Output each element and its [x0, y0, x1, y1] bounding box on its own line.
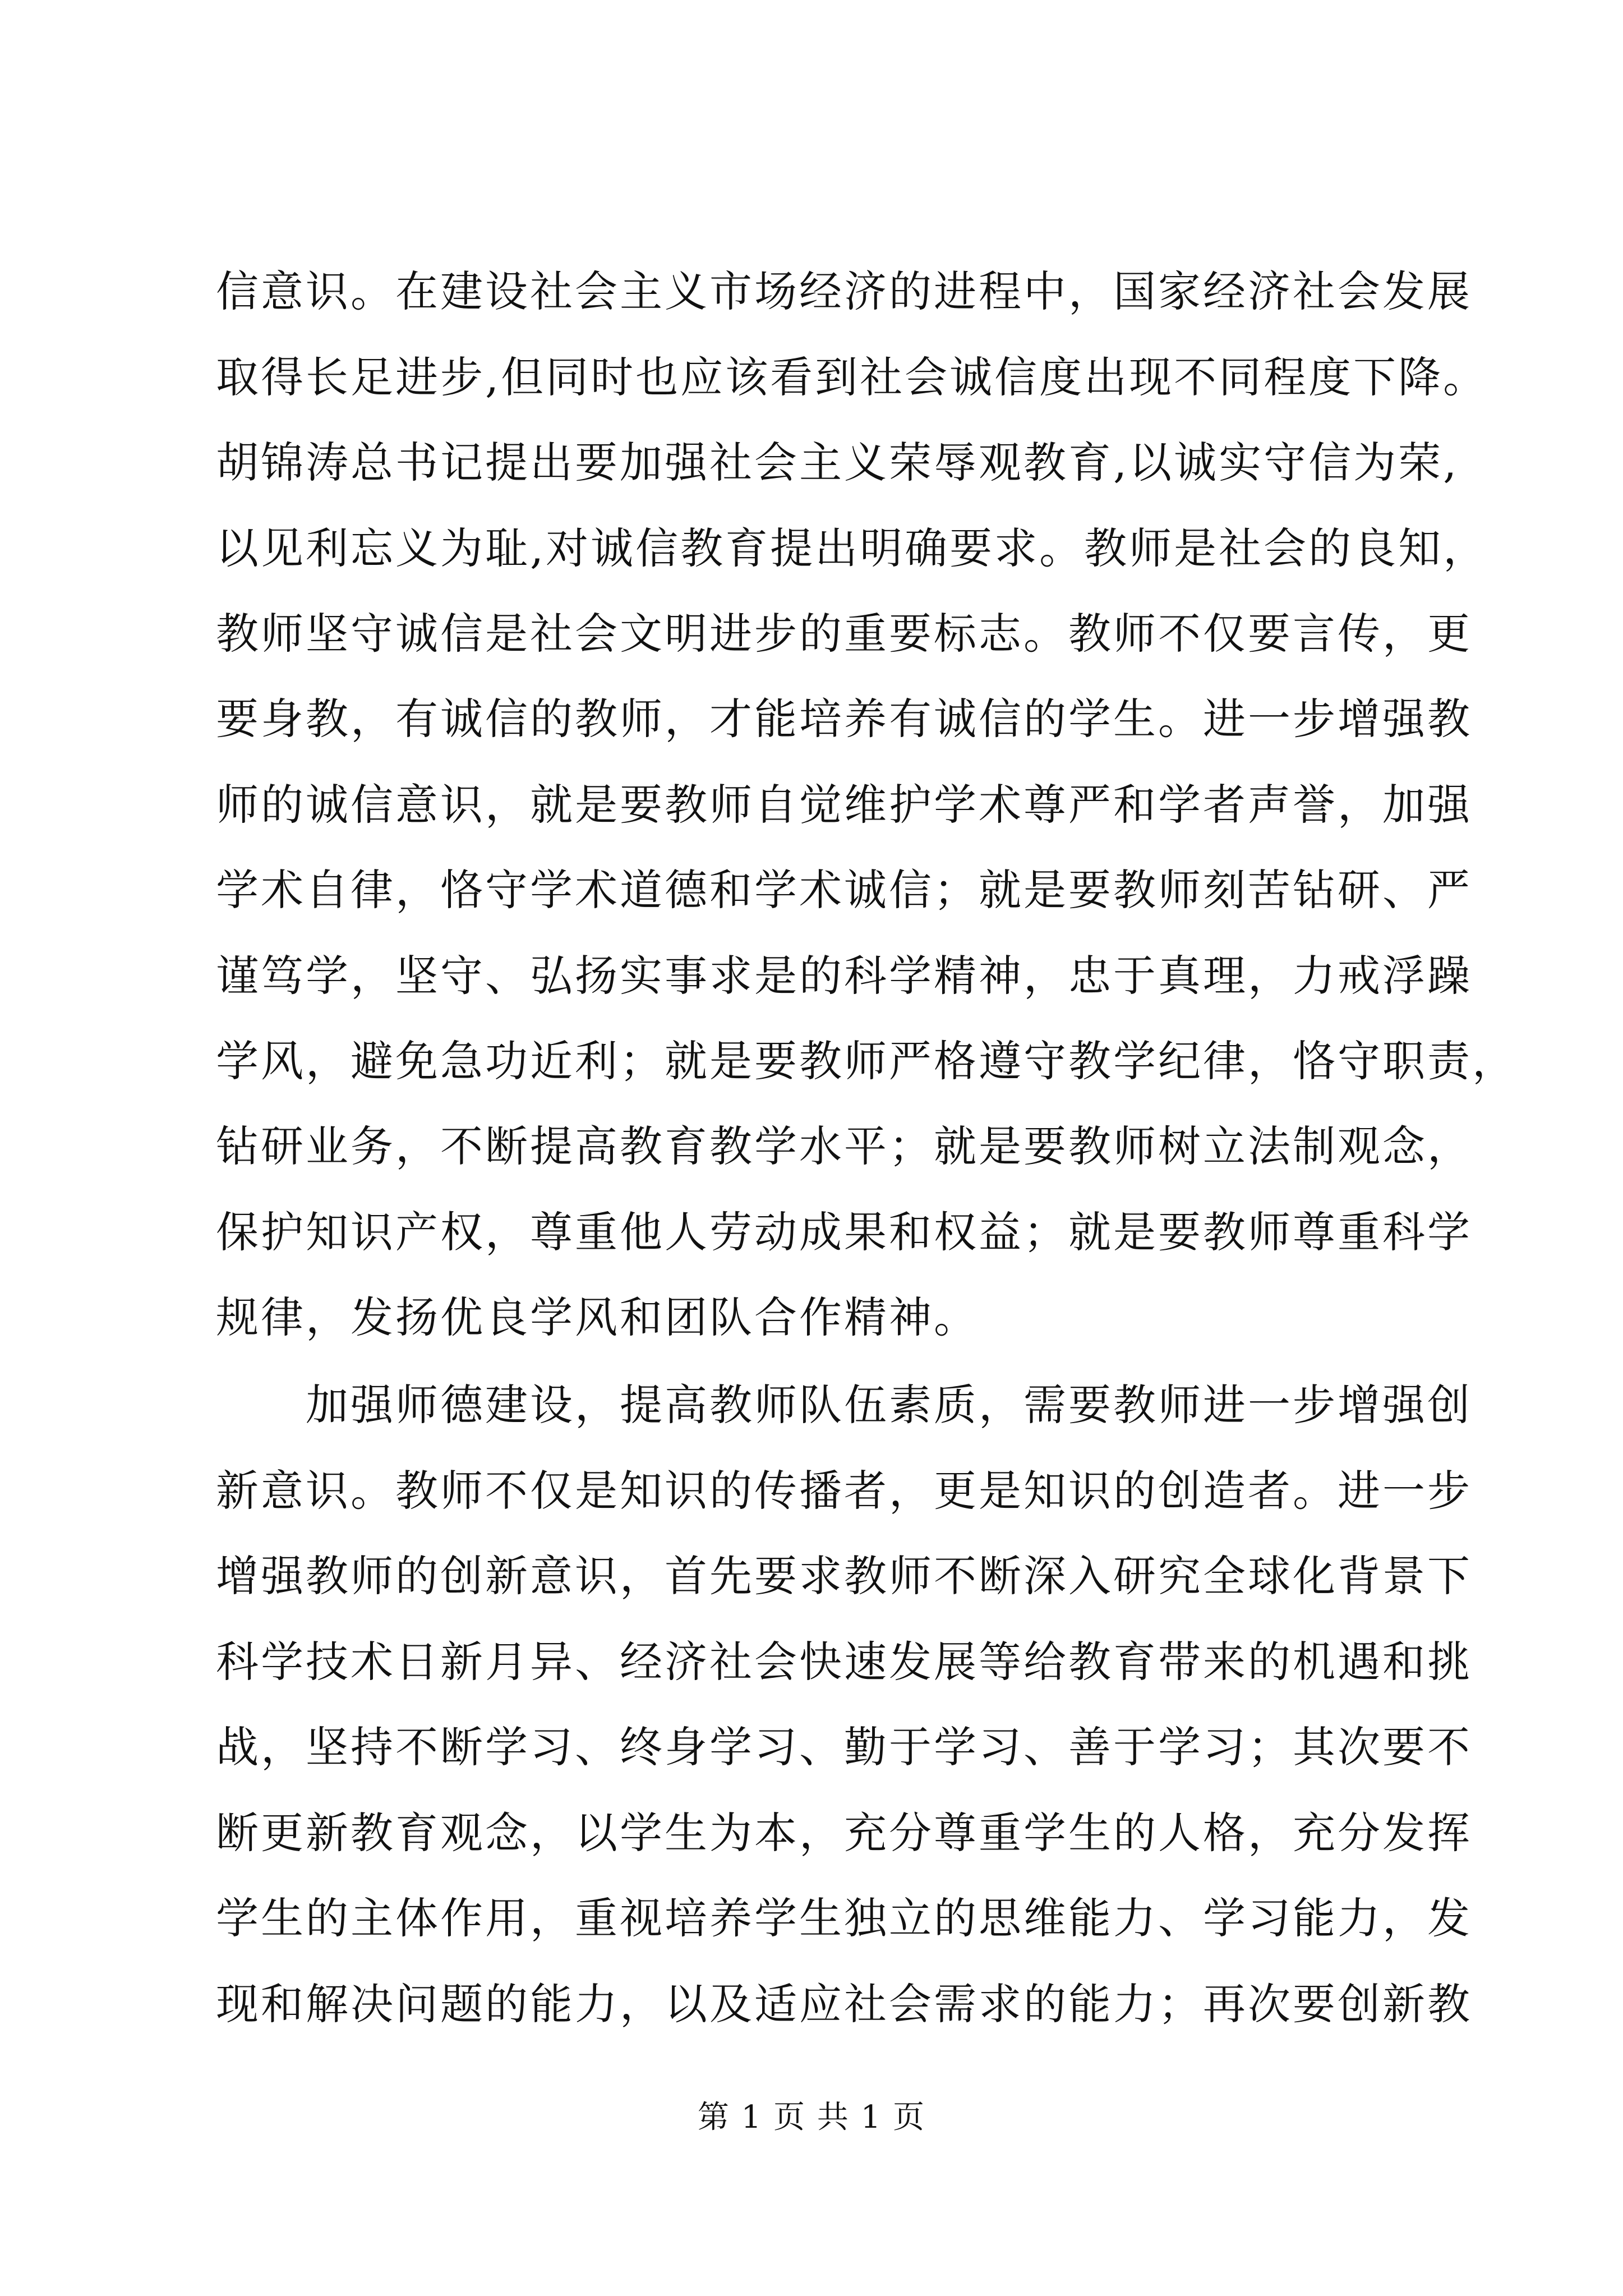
- body-text-line: 规律，发扬优良学风和团队合作精神。: [216, 1292, 979, 1342]
- body-text-line: 取得长足进步,但同时也应该看到社会诚信度出现不同程度下降。: [216, 352, 1488, 402]
- body-text-line: 增强教师的创新意识，首先要求教师不断深入研究全球化背景下: [216, 1551, 1472, 1601]
- body-text-line: 教师坚守诚信是社会文明进步的重要标志。教师不仅要言传，更: [216, 609, 1472, 659]
- body-text-line: 现和解决问题的能力，以及适应社会需求的能力；再次要创新教: [216, 1979, 1472, 2029]
- page-number-footer: 第 1 页 共 1 页: [697, 2099, 926, 2136]
- body-text-line: 科学技术日新月异、经济社会快速发展等给教育带来的机遇和挑: [216, 1637, 1472, 1687]
- paragraph-first-line: 加强师德建设，提高教师队伍素质，需要教师进一步增强创: [216, 1380, 1472, 1430]
- body-text-line: 保护知识产权，尊重他人劳动成果和权益；就是要教师尊重科学: [216, 1207, 1472, 1257]
- body-text-line: 以见利忘义为耻,对诚信教育提出明确要求。教师是社会的良知，: [216, 523, 1488, 573]
- body-text-line: 要身教，有诚信的教师，才能培养有诚信的学生。进一步增强教: [216, 694, 1472, 744]
- body-text-line: 新意识。教师不仅是知识的传播者，更是知识的创造者。进一步: [216, 1466, 1472, 1516]
- body-text-line: 胡锦涛总书记提出要加强社会主义荣辱观教育,以诚实守信为荣,: [216, 438, 1459, 487]
- body-text-line: 钻研业务，不断提高教育教学水平；就是要教师树立法制观念，: [216, 1121, 1472, 1171]
- body-text-line: 战，坚持不断学习、终身学习、勤于学习、善于学习；其次要不: [216, 1722, 1472, 1772]
- body-text-line: 学生的主体作用，重视培养学生独立的思维能力、学习能力，发: [216, 1893, 1472, 1943]
- body-text-line: 断更新教育观念，以学生为本，充分尊重学生的人格，充分发挥: [216, 1808, 1472, 1858]
- body-text-line: 信意识。在建设社会主义市场经济的进程中，国家经济社会发展: [216, 266, 1472, 316]
- body-text-line: 师的诚信意识，就是要教师自觉维护学术尊严和学者声誉，加强: [216, 780, 1472, 830]
- body-text-line: 学风，避免急功近利；就是要教师严格遵守教学纪律，恪守职责，: [216, 1036, 1517, 1086]
- body-text-line: 谨笃学，坚守、弘扬实事求是的科学精神，忠于真理，力戒浮躁: [216, 951, 1472, 1001]
- body-text-line: 学术自律，恪守学术道德和学术诚信；就是要教师刻苦钻研、严: [216, 865, 1472, 915]
